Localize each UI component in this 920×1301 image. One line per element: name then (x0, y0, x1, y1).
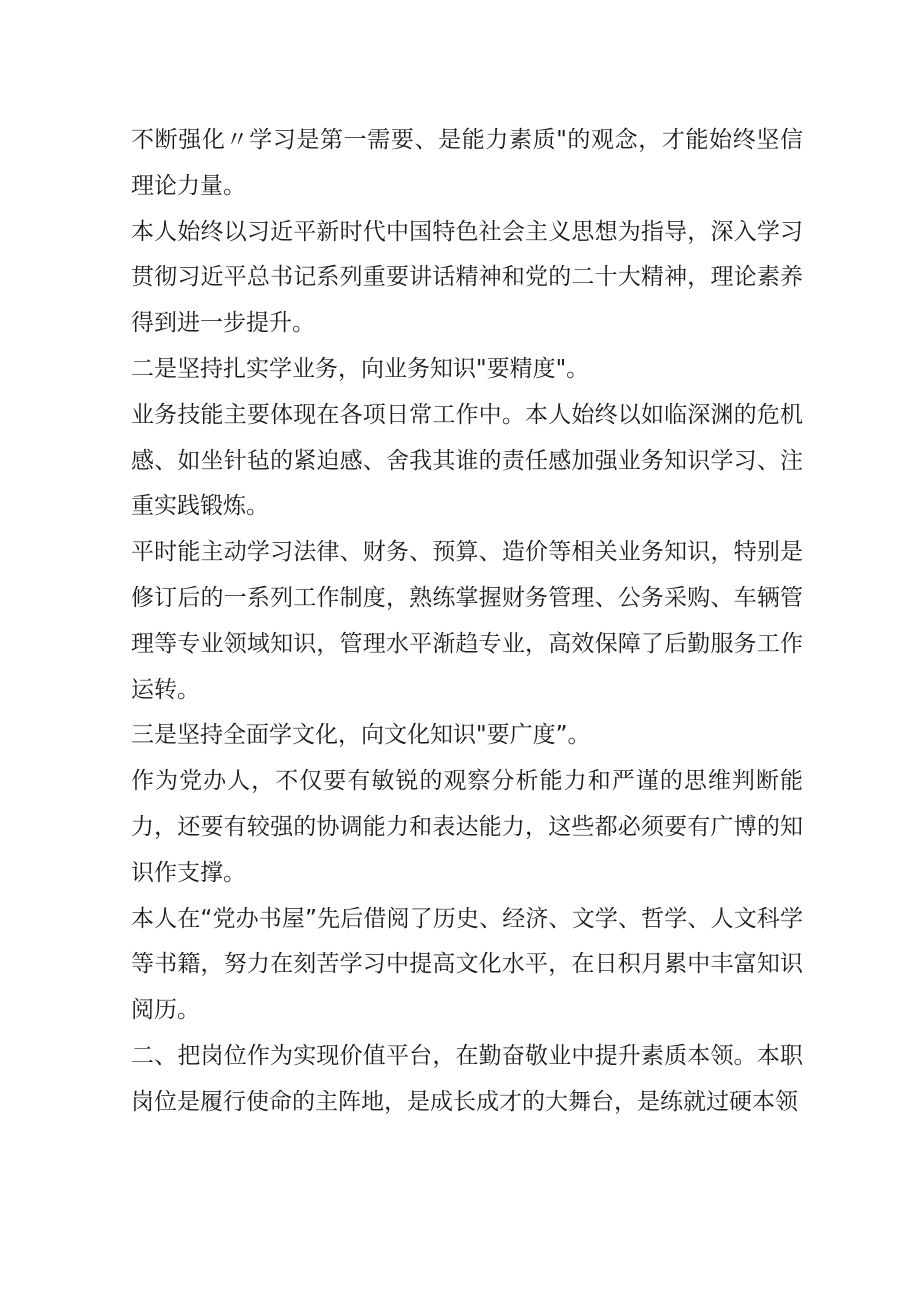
paragraph-7: 作为党办人，不仅要有敏锐的观察分析能力和严谨的思维判断能力，还要有较强的协调能力和表达能力，这些都必须要有广博的知识作支撑。 (131, 768, 803, 886)
paragraph-3: 二是坚持扎实学业务，向业务知识"要精度"。 (131, 355, 590, 382)
document-body (131, 118, 803, 1126)
paragraph-6: 三是坚持全面学文化，向文化知识"要广度”。 (131, 722, 591, 749)
paragraph-9: 二、把岗位作为实现价值平台，在勤奋敬业中提升素质本领。本职岗位是履行使命的主阵地，是成长成才的大舞台，是练就过硬本领 (131, 1042, 803, 1115)
paragraph-4: 业务技能主要体现在各项日常工作中。本人始终以如临深渊的危机感、如坐针毡的紧迫感、舍我其谁的责任感加强业务知识学习、注重实践锻炼。 (131, 401, 803, 520)
paragraph-2: 本人始终以习近平新时代中国特色社会主义思想为指导，深入学习贯彻习近平总书记系列重要讲话精神和党的二十大精神，理论素养得到进一步提升。 (131, 218, 803, 337)
paragraph-1: 不断强化〃学习是第一需要、是能力素质"的观念，才能始终坚信理论力量。 (131, 127, 803, 199)
paragraph-5: 平时能主动学习法律、财务、预算、造价等相关业务知识，特别是修订后的一系列工作制度，熟练掌握财务管理、公务采购、车辆管理等专业领域知识，管理水平渐趋专业，高效保障了后勤服务工作运转。 (131, 539, 803, 703)
paragraph-8: 本人在“党办书屋”先后借阅了历史、经济、文学、哲学、人文科学等书籍，努力在刻苦学习中提高文化水平，在日积月累中丰富知识阅历。 (131, 905, 803, 1024)
